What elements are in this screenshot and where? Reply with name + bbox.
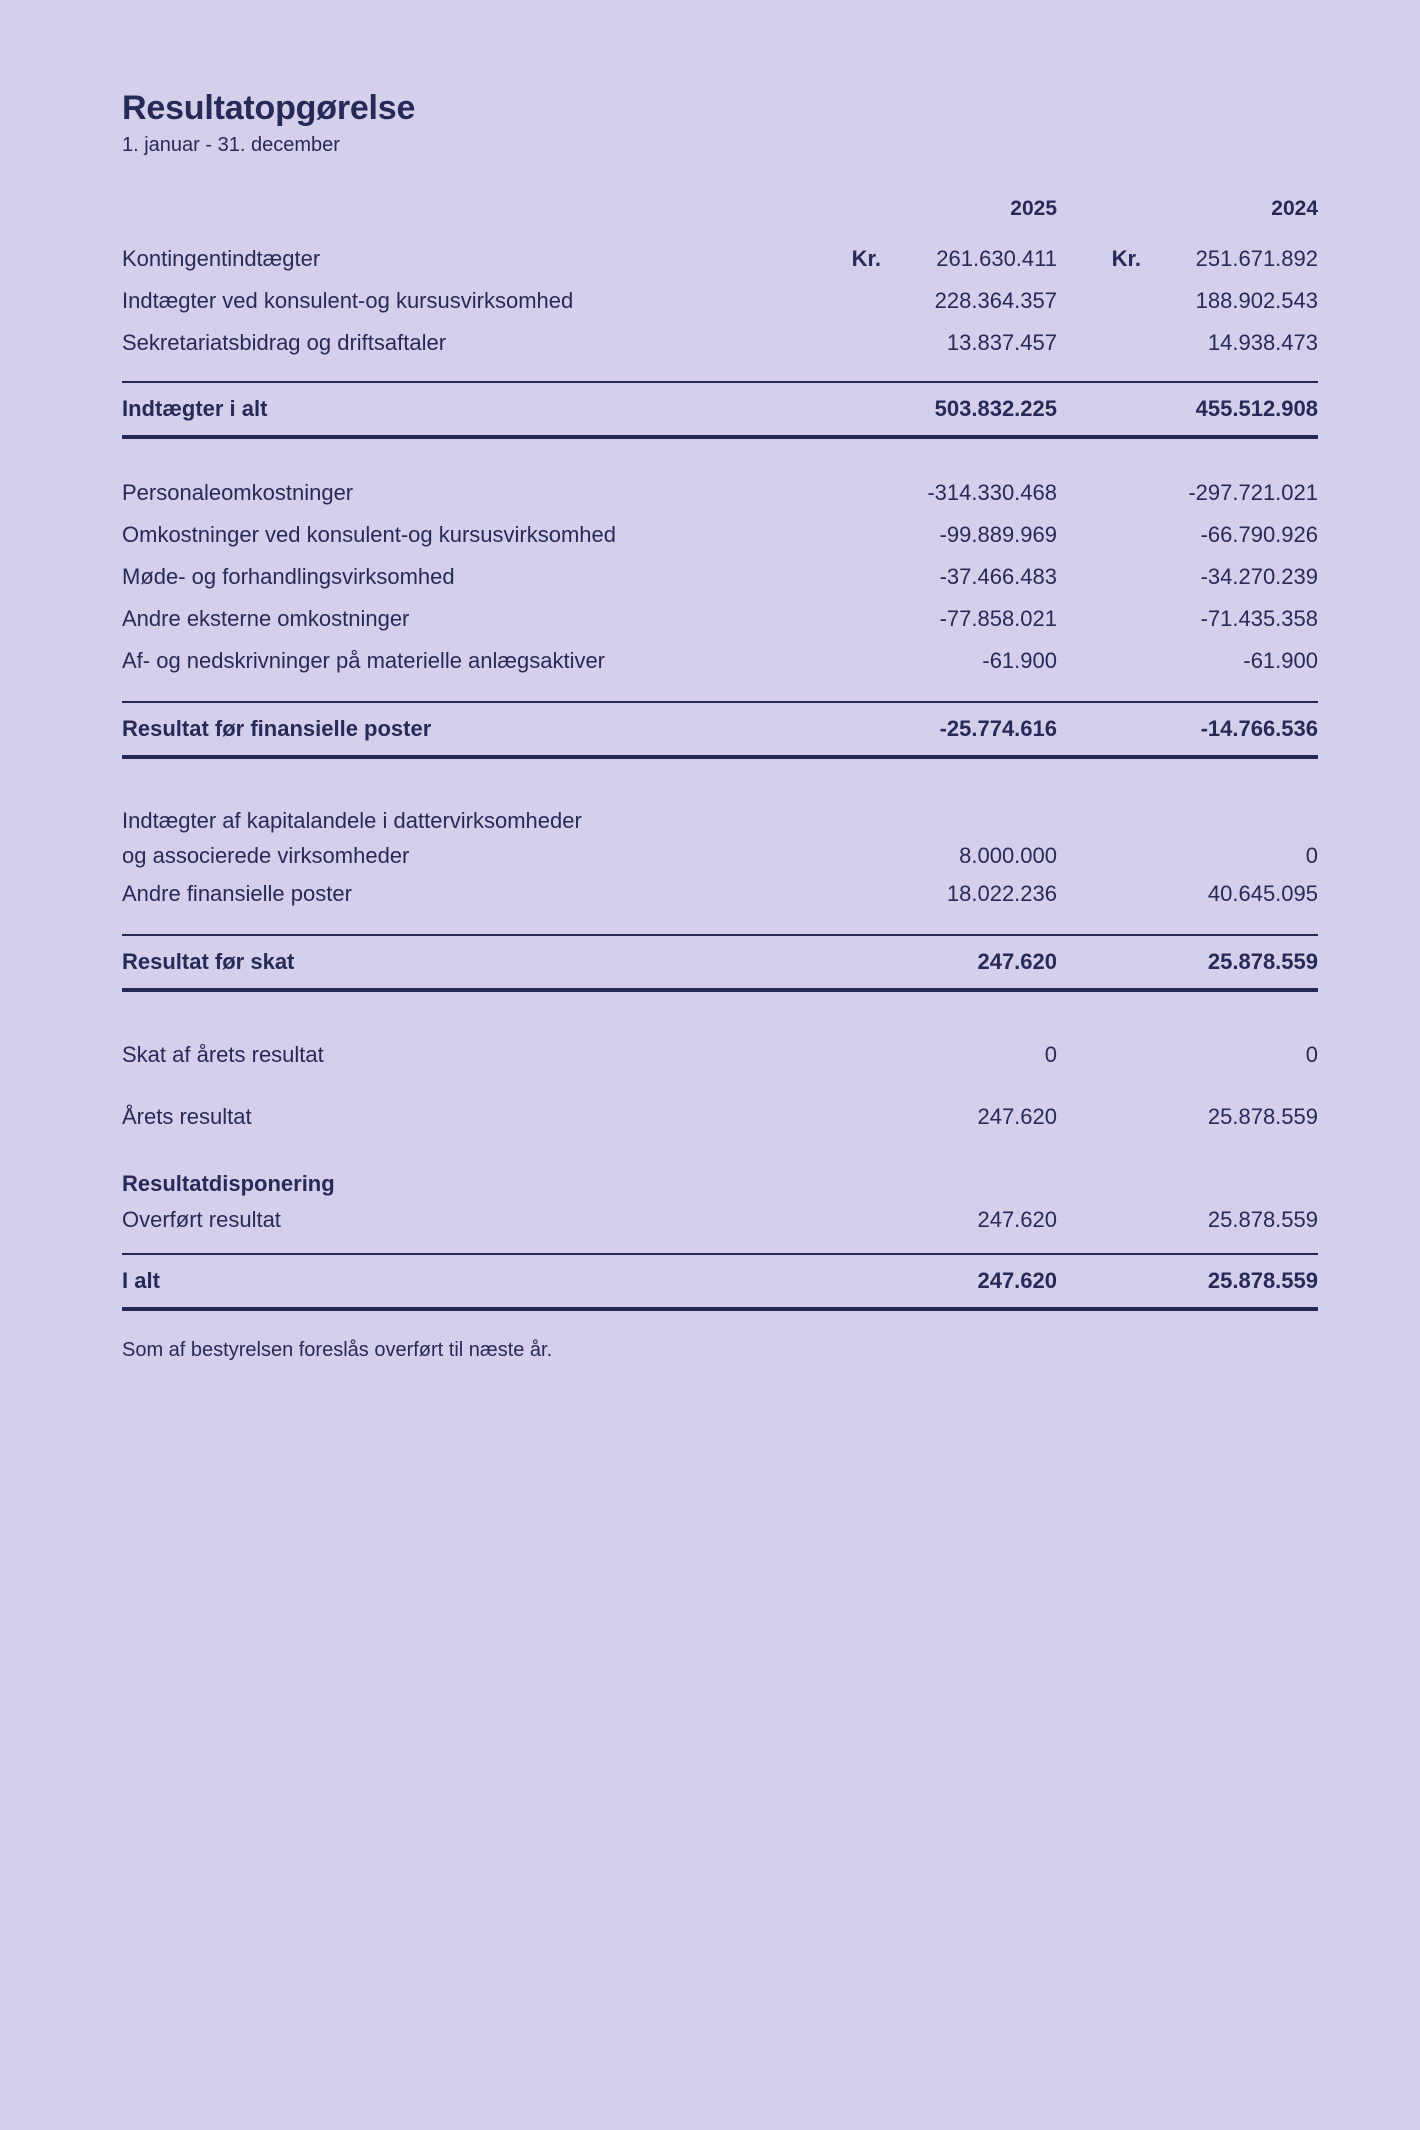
cost-section [122,472,1318,682]
row-sekretariatsbidrag [122,322,1318,364]
value-2024: -66.790.926 [1200,522,1318,547]
report-content [122,88,1318,1363]
value-2024: 25.878.559 [1207,1207,1318,1232]
value-2024: 25.878.559 [1207,949,1318,974]
row-label: Årets resultat [122,1104,252,1129]
row-label: Overført resultat [122,1207,281,1232]
row-konsulent-omkostninger [122,514,1318,556]
value-2025: 247.620 [977,1268,1057,1293]
total-row-resultat-foer-skat [122,934,1318,992]
value-2025: -37.466.483 [939,564,1057,589]
value-2025: 8.000.000 [959,843,1057,868]
footer-note: Som af bestyrelsen foreslås overført til næste år. [122,1339,553,1361]
section-heading-label: Resultatdisponering [122,1171,335,1196]
total-row-indtaegter-i-alt [122,381,1318,439]
value-2025: -25.774.616 [939,716,1057,741]
value-2025: 228.364.357 [934,288,1057,313]
value-2025: 247.620 [977,1104,1057,1129]
financial-section [122,803,1318,915]
column-header-row [122,194,1318,224]
row-label: Indtægter af kapitalandele i dattervirksomheder [122,808,582,833]
row-moede-forhandling [122,556,1318,598]
page-subtitle: 1. januar - 31. december [122,134,340,156]
row-label: Resultat før skat [122,949,295,974]
section-heading-resultatdisponering [122,1166,1318,1202]
page-title: Resultatopgørelse [122,89,416,127]
value-2024: 0 [1305,843,1318,868]
row-label: Møde- og forhandlingsvirksomhed [122,564,455,589]
row-label: Andre finansielle poster [122,881,352,906]
row-label: Af- og nedskrivninger på materielle anlægsaktiver [122,648,606,673]
row-andre-finansielle [122,873,1318,915]
row-label: og associerede virksomheder [122,843,410,868]
currency-label-2025: Kr. [851,246,881,271]
value-2025: -61.900 [982,648,1057,673]
value-2025: 261.630.411 [936,246,1057,271]
row-konsulent-indtaegter [122,280,1318,322]
value-2025: -77.858.021 [939,606,1057,631]
row-label: Personaleomkostninger [122,480,354,505]
row-andre-eksterne [122,598,1318,640]
row-skat-af-aarets-resultat [122,1034,1318,1076]
value-2025: -99.889.969 [939,522,1057,547]
value-2024: -71.435.358 [1200,606,1318,631]
value-2025: 0 [1044,1042,1057,1067]
row-kapitalandele-line1 [122,803,1318,838]
column-header-2025: 2025 [1010,197,1057,220]
value-2024: -34.270.239 [1200,564,1318,589]
value-2024: 188.902.543 [1195,288,1318,313]
row-overfoert-resultat [122,1202,1318,1237]
value-2024: 25.878.559 [1207,1268,1318,1293]
value-2025: 503.832.225 [934,396,1057,421]
value-2024: -14.766.536 [1200,716,1318,741]
value-2024: 251.671.892 [1195,246,1318,271]
row-kontingentindtaegter [122,238,1318,280]
row-label: Andre eksterne omkostninger [122,606,410,631]
value-2024: 455.512.908 [1195,396,1318,421]
row-afskrivninger [122,640,1318,682]
total-row-i-alt [122,1253,1318,1311]
row-aarets-resultat [122,1096,1318,1138]
row-label: Indtægter ved konsulent-og kursusvirksomhed [122,288,574,313]
row-label: Omkostninger ved konsulent-og kursusvirksomhed [122,522,617,547]
value-2025: 18.022.236 [946,881,1057,906]
value-2024: 40.645.095 [1207,881,1318,906]
value-2024: 25.878.559 [1207,1104,1318,1129]
row-label: I alt [122,1268,160,1293]
income-section [122,238,1318,364]
row-label: Skat af årets resultat [122,1042,324,1067]
value-2024: -61.900 [1243,648,1318,673]
row-label: Sekretariatsbidrag og driftsaftaler [122,330,447,355]
row-personaleomkostninger [122,472,1318,514]
value-2024: -297.721.021 [1188,480,1318,505]
value-2024: 0 [1305,1042,1318,1067]
value-2025: 247.620 [977,949,1057,974]
value-2024: 14.938.473 [1207,330,1318,355]
row-label: Resultat før finansielle poster [122,716,432,741]
currency-label-2024: Kr. [1111,246,1141,271]
value-2025: 247.620 [977,1207,1057,1232]
row-label: Indtægter i alt [122,396,268,421]
row-kapitalandele-line2 [122,838,1318,873]
row-label: Kontingentindtægter [122,246,321,271]
total-row-resultat-foer-finansielle [122,701,1318,759]
column-header-2024: 2024 [1271,197,1318,220]
value-2025: -314.330.468 [927,480,1057,505]
value-2025: 13.837.457 [946,330,1057,355]
